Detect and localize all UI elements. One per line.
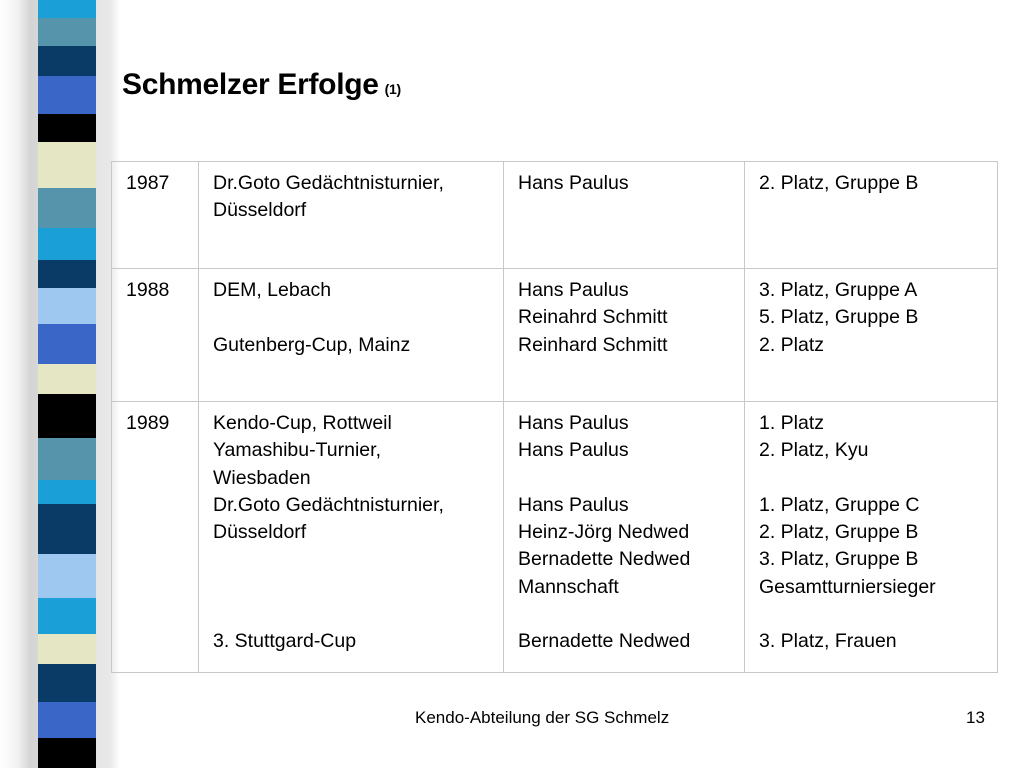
stripe-band: [38, 664, 96, 702]
result-line: 2. Platz, Gruppe B: [759, 521, 919, 544]
table-row: [112, 402, 998, 673]
event-line: Dr.Goto Gedächtnisturnier,: [213, 493, 444, 516]
year-text: 1987: [126, 172, 170, 194]
event-cell: [199, 402, 504, 673]
stripe-band: [38, 634, 96, 664]
participant-line: Reinhard Schmitt: [518, 333, 668, 356]
participant-cell: [504, 162, 745, 269]
year-text: 1989: [126, 412, 170, 434]
participant-line: Heinz-Jörg Nedwed: [518, 521, 690, 544]
stripe-band: [38, 18, 96, 46]
event-line: Kendo-Cup, Rottweil: [213, 412, 392, 434]
participant-line: Reinahrd Schmitt: [518, 306, 668, 329]
participant-line: Mannschaft: [518, 575, 619, 598]
decorative-sidebar: [0, 0, 120, 768]
stripe-band: [38, 480, 96, 504]
stripe-band: [38, 114, 96, 142]
result-line: 3. Platz, Frauen: [759, 630, 897, 653]
result-line: Gesamtturniersieger: [759, 575, 936, 598]
stripe-band: [38, 738, 96, 768]
event-line: DEM, Lebach: [213, 279, 332, 301]
result-line: 2. Platz, Kyu: [759, 439, 869, 462]
stripe-band: [38, 76, 96, 114]
results-table: [111, 161, 998, 673]
participant-line: Hans Paulus: [518, 279, 629, 301]
event-line: [213, 304, 489, 331]
page-number: 13: [966, 708, 985, 727]
event-line: Wiesbaden: [213, 466, 311, 489]
event-cell: [199, 162, 504, 269]
event-line: [213, 546, 489, 573]
year-cell: [112, 269, 199, 402]
stripe-band: [38, 554, 96, 598]
participant-line: Bernadette Nedwed: [518, 630, 691, 653]
result-cell: [745, 162, 998, 269]
year-cell: [112, 162, 199, 269]
result-cell: [745, 402, 998, 673]
result-line: 1. Platz: [759, 412, 825, 434]
result-line: 2. Platz: [759, 333, 825, 356]
stripe-band: [38, 260, 96, 288]
result-cell: [745, 269, 998, 402]
color-stripe-band: [38, 0, 96, 768]
stripe-band: [38, 364, 96, 394]
stripe-band: [38, 142, 96, 188]
year-cell: [112, 402, 199, 673]
event-cell: [199, 269, 504, 402]
stripe-band: [38, 288, 96, 324]
participant-cell: [504, 402, 745, 673]
result-line: 3. Platz, Gruppe A: [759, 279, 918, 301]
stripe-band: [38, 46, 96, 76]
event-line: [213, 574, 489, 601]
event-line: Düsseldorf: [213, 199, 307, 222]
slide-title: [122, 68, 401, 102]
stripe-band: [38, 394, 96, 438]
year-text: 1988: [126, 279, 170, 301]
stripe-band: [38, 598, 96, 634]
slide-title-text: Schmelzer Erfolge: [122, 68, 379, 101]
participant-line: [518, 465, 730, 492]
stripe-band: [38, 504, 96, 554]
participant-line: Hans Paulus: [518, 412, 629, 434]
stripe-band: [38, 438, 96, 480]
event-line: Dr.Goto Gedächtnisturnier,: [213, 172, 444, 194]
participant-line: Hans Paulus: [518, 172, 629, 194]
stripe-band: [38, 188, 96, 228]
result-line: 5. Platz, Gruppe B: [759, 306, 919, 329]
result-line: 1. Platz, Gruppe C: [759, 493, 920, 516]
result-line: 3. Platz, Gruppe B: [759, 548, 919, 571]
participant-cell: [504, 269, 745, 402]
slide-title-subscript: (1): [384, 81, 401, 97]
participant-line: Hans Paulus: [518, 439, 629, 462]
participant-line: [518, 601, 730, 628]
result-line: [759, 601, 983, 628]
stripe-band: [38, 324, 96, 364]
result-line: [759, 465, 983, 492]
event-line: Yamashibu-Turnier,: [213, 439, 381, 462]
stripe-band: [38, 0, 96, 18]
stripe-band: [38, 702, 96, 738]
event-line: Düsseldorf: [213, 521, 307, 544]
table-row: [112, 269, 998, 402]
event-line: Gutenberg-Cup, Mainz: [213, 333, 411, 356]
event-line: 3. Stuttgard-Cup: [213, 630, 357, 653]
stripe-band: [38, 228, 96, 260]
event-line: [213, 601, 489, 628]
table-row: [112, 162, 998, 269]
participant-line: Hans Paulus: [518, 493, 629, 516]
slide-footer: Kendo-Abteilung der SG Schmelz: [415, 708, 670, 727]
participant-line: Bernadette Nedwed: [518, 548, 691, 571]
result-line: 2. Platz, Gruppe B: [759, 172, 919, 194]
